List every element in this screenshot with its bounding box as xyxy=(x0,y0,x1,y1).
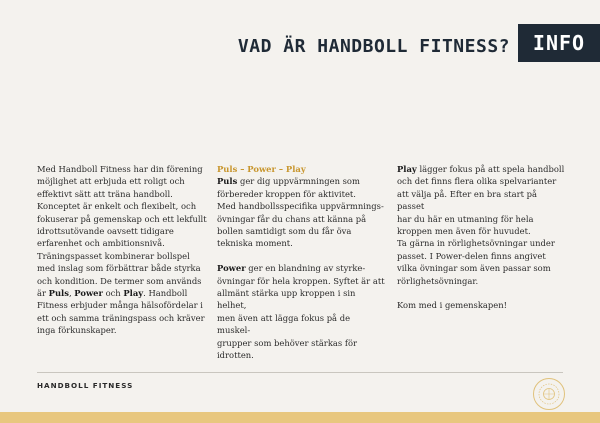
text-line: och det finns flera olika spelvarianter xyxy=(397,176,557,187)
text-line: grupper som behöver stärkas för xyxy=(217,337,357,348)
text-fragment: , xyxy=(68,288,75,299)
text-fragment: lägger fokus på att spela handboll xyxy=(416,164,565,174)
text-line: men även att lägga fokus på de muskel- xyxy=(217,312,351,336)
closing-line: Kom med i gemenskapen! xyxy=(397,300,507,311)
text-fragment: . Handboll xyxy=(143,288,188,299)
terms-line xyxy=(37,287,212,299)
text-line: möjlighet att erbjuda ett roligt och xyxy=(37,176,185,187)
puls-power-column xyxy=(217,163,385,361)
page-title: VAD ÄR HANDBOLL FITNESS? xyxy=(237,36,510,57)
bottom-accent-bar xyxy=(0,412,600,423)
handboll-fitness-seal-icon xyxy=(532,377,566,411)
text-line: Träningspasset kombinerar bollspel xyxy=(37,250,190,261)
text-line: med inslag som förbättrar både styrka xyxy=(37,263,201,274)
text-line: Fitness erbjuder många hälsofördelar i xyxy=(37,300,203,311)
term-power: Power xyxy=(74,288,103,299)
term-play: Play xyxy=(397,164,417,174)
text-line: tekniska moment. xyxy=(217,238,293,249)
text-line: och kondition. De termer som används xyxy=(37,275,202,286)
text-line: bollen samtidigt som du får öva xyxy=(217,226,352,237)
text-line: kroppen men även för huvudet. xyxy=(397,226,531,237)
text-line: fokuserar på gemenskap och ett lekfullt xyxy=(37,213,207,224)
text-line: idrottsutövande oavsett tidigare xyxy=(37,226,174,237)
text-line: passet. I Power-delen finns angivet xyxy=(397,250,546,261)
text-line: Konceptet är enkelt och flexibelt, och xyxy=(37,201,197,212)
play-first-line xyxy=(397,163,565,175)
text-line: övningar får du chans att känna på xyxy=(217,213,367,224)
text-line: Ta gärna in rörlighetsövningar under xyxy=(397,238,555,249)
text-line: inga förkunskaper. xyxy=(37,325,117,336)
text-fragment: är xyxy=(37,288,49,299)
footer-divider xyxy=(37,372,563,373)
footer-label: HANDBOLL FITNESS xyxy=(37,381,134,390)
text-line: erfarenhet och ambitionsnivå. xyxy=(37,238,165,249)
term-play: Play xyxy=(123,288,144,299)
info-badge: INFO xyxy=(518,24,600,62)
text-fragment: ger dig uppvärmningen som xyxy=(237,176,360,187)
text-line: idrotten. xyxy=(217,350,254,361)
text-line: ett och samma träningspass och kräver xyxy=(37,312,205,323)
intro-column xyxy=(37,163,212,337)
play-column xyxy=(397,163,565,312)
text-line: övningar för hela kroppen. Syftet är att xyxy=(217,275,385,286)
text-line: vilka övningar som även passar som xyxy=(397,263,551,274)
power-first-line xyxy=(217,262,385,274)
term-puls: Puls xyxy=(48,288,69,299)
text-line: Med handbollsspecifika uppvärmnings- xyxy=(217,201,384,212)
term-puls: Puls xyxy=(217,176,238,187)
text-line: har du här en utmaning för hela xyxy=(397,213,534,224)
section-subheading: Puls – Power – Play xyxy=(217,164,306,174)
term-power: Power xyxy=(217,263,246,274)
puls-first-line xyxy=(217,175,385,187)
text-line: allmänt stärka upp kroppen i sin helhet, xyxy=(217,288,356,311)
text-fragment: och xyxy=(102,288,124,299)
text-fragment: ger en blandning av styrke- xyxy=(245,263,366,274)
text-line: förbereder kroppen för aktivitet. xyxy=(217,188,356,199)
text-line: rörlighetsövningar. xyxy=(397,275,479,286)
text-line: Med Handboll Fitness har din förening xyxy=(37,164,203,174)
text-line: att välja på. Efter en bra start på passet xyxy=(397,188,537,212)
text-line: effektivt sätt att träna handboll. xyxy=(37,188,173,199)
